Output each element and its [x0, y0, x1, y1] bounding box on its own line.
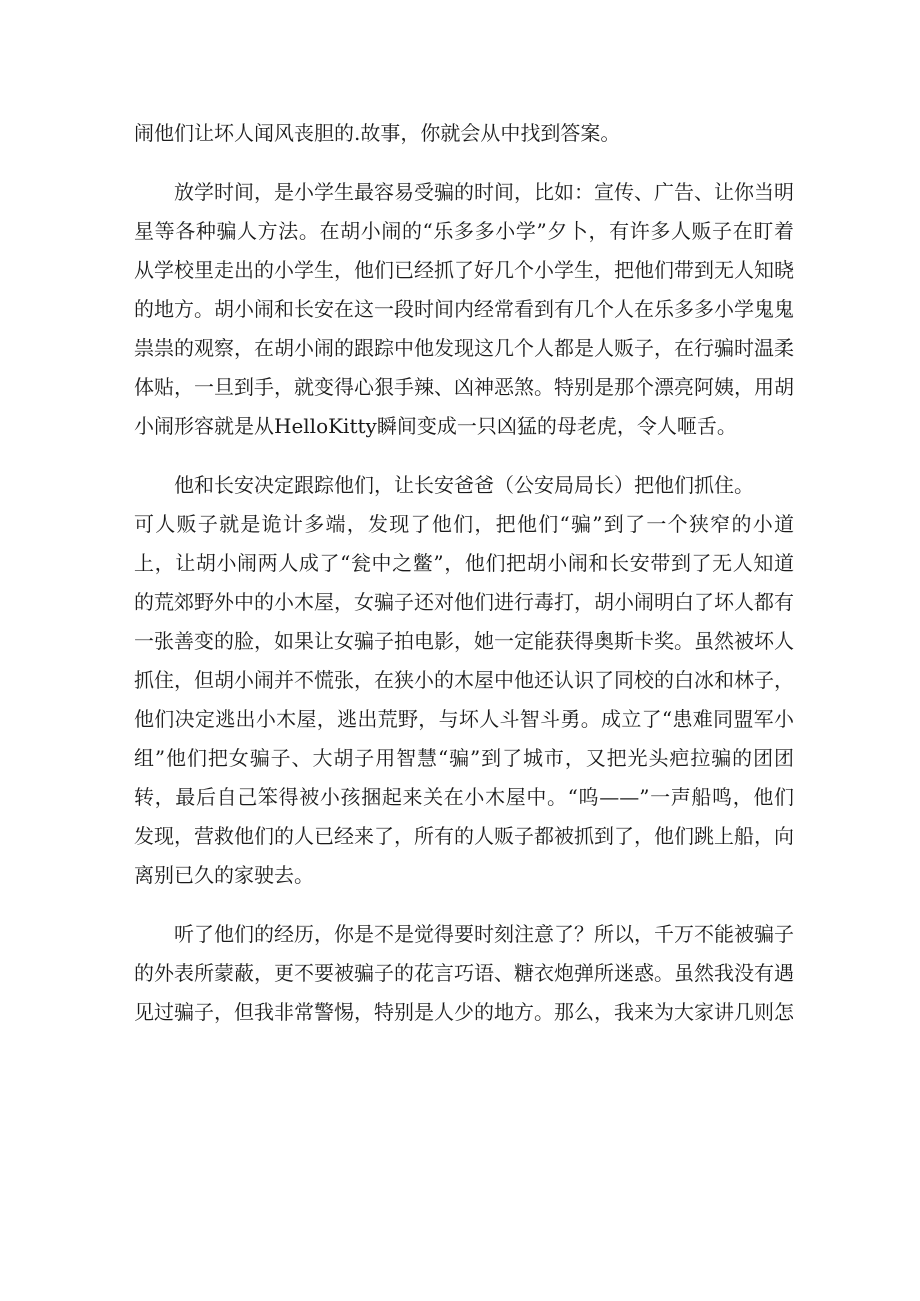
paragraph-gap — [134, 446, 794, 466]
paragraph-3: 他和长安决定跟踪他们，让长安爸爸（公安局局长）把他们抓住。 — [174, 473, 754, 497]
paragraph-2: 放学时间，是小学生最容易受骗的时间，比如：宣传、广告、让你当明星等各种骗人方法。在胡小闹的“乐多多小学”夕卜，有许多人贩子在盯着从学校里走出的小学生，他们已经抓了好几个小学生，把他们带到无人知晓的地方。胡小闹和长安在这一段时间内经常看到有几个人在乐多多小学鬼鬼祟祟的观察，在胡小闹的跟踪中他发现这几个人都是人贩子，在行骗时温柔体贴，一旦到手，就变得心狠手辣、凶神恶煞。特别是那个漂亮阿姨，用胡小闹形容就是从HelloKitty瞬间变成一只凶猛的母老虎，令人咂舌。 — [134, 180, 794, 438]
paragraph-gap — [134, 153, 794, 173]
paragraph-5: 听了他们的经历，你是不是觉得要时刻注意了？所以，千万不能被骗子的外表所蒙蔽，更不要被骗子的花言巧语、糖衣炮弹所迷惑。虽然我没有遇见过骗子，但我非常警惕，特别是人少的地方。那么，我来为大家讲几则怎 — [134, 922, 794, 1024]
paragraph-1: 闹他们让坏人闻风丧胆的.故事，你就会从中找到答案。 — [134, 121, 621, 145]
paragraph-4: 可人贩子就是诡计多端，发现了他们，把他们“骗”到了一个狭窄的小道上，让胡小闹两人成了“瓮中之鳖”，他们把胡小闹和长安带到了无人知道的荒郊野外中的小木屋，女骗子还对他们进行毒打，胡小闹明白了坏人都有一张善变的脸，如果让女骗子拍电影，她一定能获得奥斯卡奖。虽然被坏人抓住，但胡小闹并不慌张，在狭小的木屋中他还认识了同校的白冰和林子，他们决定逃出小木屋，逃出荒野，与坏人斗智斗勇。成立了“患难同盟军小组”他们把女骗子、大胡子用智慧“骗”到了城市，又把光头疤拉骗的团团转，最后自己笨得被小孩捆起来关在小木屋中。“呜——”一声船鸣，他们发现，营救他们的人已经来了，所有的人贩子都被抓到了，他们跳上船，向离别已久的家驶去。 — [134, 512, 794, 887]
paragraph-gap — [134, 895, 794, 915]
document-body — [134, 114, 794, 1032]
